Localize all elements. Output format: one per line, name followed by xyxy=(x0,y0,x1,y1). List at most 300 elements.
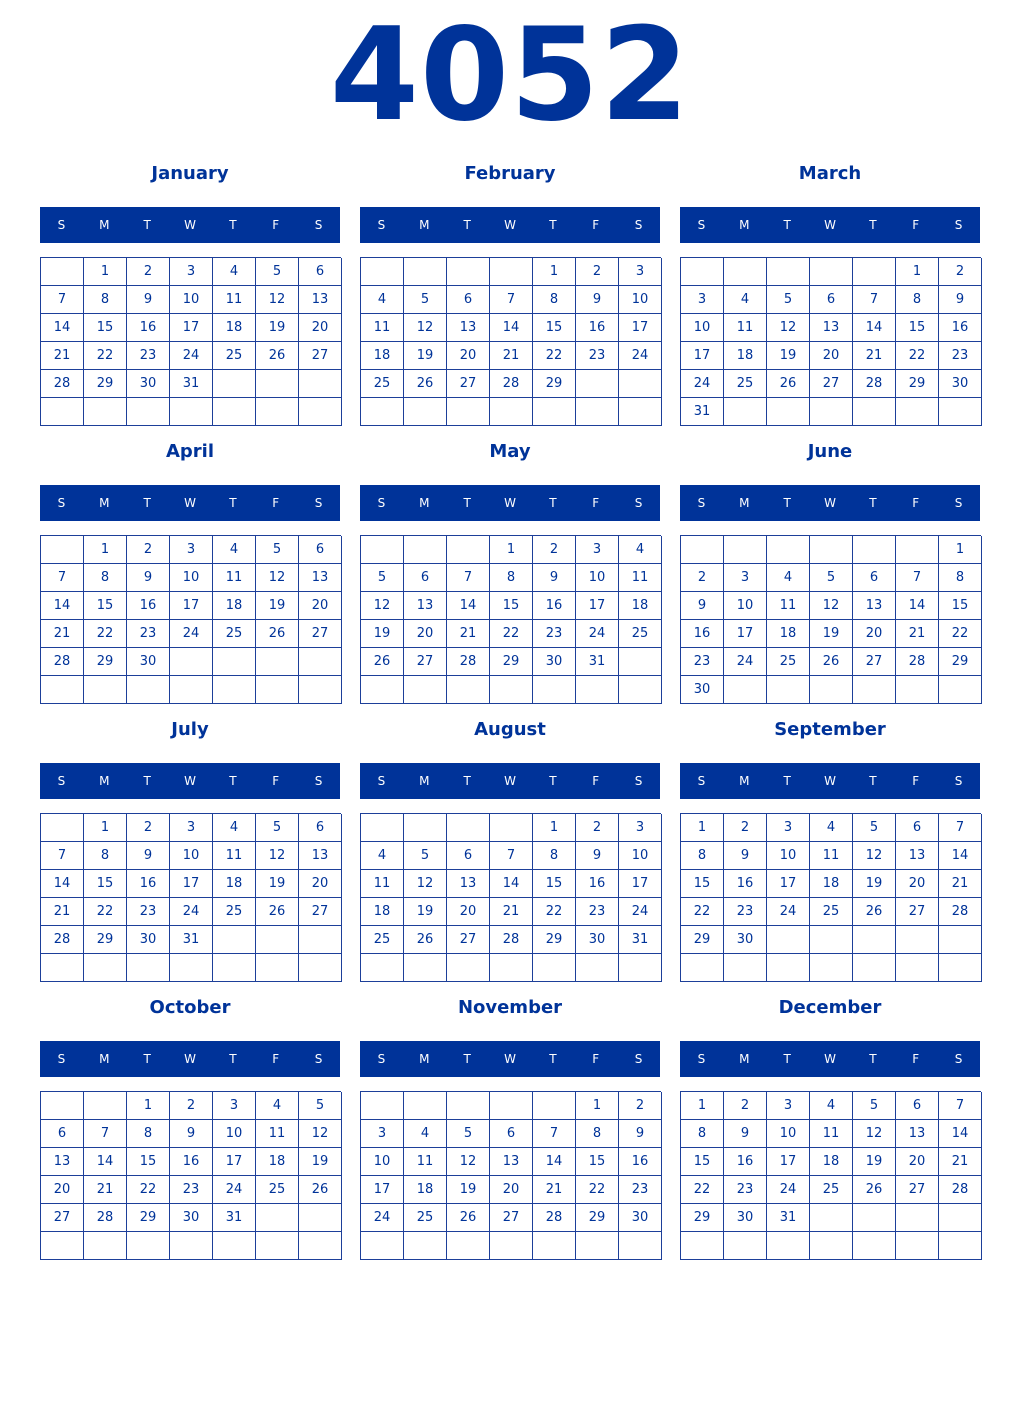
day-cell: 3 xyxy=(619,258,662,286)
month-name: January xyxy=(151,163,229,184)
weekday-label: S xyxy=(314,774,323,788)
day-cell: 4 xyxy=(213,814,256,842)
day-cell: 26 xyxy=(810,648,853,676)
day-cell: 1 xyxy=(84,814,127,842)
day-cell: 24 xyxy=(170,898,213,926)
day-cell xyxy=(810,536,853,564)
day-cell: 11 xyxy=(724,314,767,342)
day-cell xyxy=(533,398,576,426)
day-cell: 10 xyxy=(767,842,810,870)
weekday-label: T xyxy=(549,218,557,232)
day-cell xyxy=(939,926,982,954)
day-cell: 23 xyxy=(127,342,170,370)
day-grid xyxy=(680,257,981,426)
day-cell: 29 xyxy=(533,926,576,954)
day-cell: 3 xyxy=(767,814,810,842)
day-cell: 13 xyxy=(490,1148,533,1176)
day-cell xyxy=(533,676,576,704)
day-cell xyxy=(170,676,213,704)
day-cell xyxy=(256,370,299,398)
day-cell xyxy=(681,536,724,564)
day-cell: 28 xyxy=(84,1204,127,1232)
day-cell xyxy=(299,954,342,982)
day-cell: 3 xyxy=(170,814,213,842)
day-cell: 23 xyxy=(127,898,170,926)
day-cell: 9 xyxy=(127,564,170,592)
day-cell xyxy=(256,954,299,982)
day-grid xyxy=(40,813,341,982)
day-cell: 27 xyxy=(299,342,342,370)
day-cell: 9 xyxy=(681,592,724,620)
day-cell: 25 xyxy=(361,926,404,954)
weekday-label: S xyxy=(314,496,323,510)
day-cell xyxy=(404,1232,447,1260)
day-cell: 13 xyxy=(299,842,342,870)
day-cell: 22 xyxy=(84,342,127,370)
day-cell xyxy=(681,1232,724,1260)
day-cell: 6 xyxy=(896,1092,939,1120)
day-cell: 5 xyxy=(256,814,299,842)
day-cell xyxy=(767,926,810,954)
day-cell: 18 xyxy=(810,1148,853,1176)
weekday-label: T xyxy=(229,496,237,510)
day-cell: 2 xyxy=(939,258,982,286)
weekday-label: W xyxy=(504,774,516,788)
day-cell: 3 xyxy=(681,286,724,314)
weekday-header xyxy=(40,763,340,799)
day-cell: 29 xyxy=(127,1204,170,1232)
weekday-label: T xyxy=(783,774,791,788)
day-cell: 3 xyxy=(724,564,767,592)
day-cell: 24 xyxy=(681,370,724,398)
weekday-label: M xyxy=(739,218,750,232)
day-cell: 26 xyxy=(299,1176,342,1204)
day-cell: 29 xyxy=(84,926,127,954)
day-cell: 2 xyxy=(576,814,619,842)
day-cell xyxy=(404,814,447,842)
day-cell: 23 xyxy=(533,620,576,648)
day-grid xyxy=(40,535,341,704)
day-cell: 28 xyxy=(896,648,939,676)
day-cell: 13 xyxy=(299,286,342,314)
day-cell: 19 xyxy=(256,592,299,620)
day-cell: 29 xyxy=(681,1204,724,1232)
day-cell: 11 xyxy=(810,1120,853,1148)
day-cell xyxy=(896,398,939,426)
day-cell: 15 xyxy=(533,314,576,342)
day-cell: 30 xyxy=(619,1204,662,1232)
weekday-header xyxy=(680,1041,980,1077)
day-cell xyxy=(299,926,342,954)
day-cell: 10 xyxy=(681,314,724,342)
day-cell: 30 xyxy=(681,676,724,704)
day-cell xyxy=(576,676,619,704)
day-cell: 16 xyxy=(127,870,170,898)
day-cell: 3 xyxy=(213,1092,256,1120)
day-cell: 21 xyxy=(41,342,84,370)
day-cell: 28 xyxy=(41,370,84,398)
day-cell: 22 xyxy=(576,1176,619,1204)
day-cell: 10 xyxy=(767,1120,810,1148)
day-cell: 1 xyxy=(533,814,576,842)
day-cell: 12 xyxy=(767,314,810,342)
day-cell: 29 xyxy=(939,648,982,676)
day-cell: 12 xyxy=(256,564,299,592)
day-cell xyxy=(810,398,853,426)
weekday-label: F xyxy=(912,774,920,788)
day-cell: 30 xyxy=(724,1204,767,1232)
day-cell: 29 xyxy=(490,648,533,676)
day-cell: 2 xyxy=(681,564,724,592)
day-cell: 5 xyxy=(361,564,404,592)
day-cell: 3 xyxy=(361,1120,404,1148)
day-cell: 27 xyxy=(490,1204,533,1232)
day-grid xyxy=(360,257,661,426)
day-cell: 25 xyxy=(213,342,256,370)
day-cell: 18 xyxy=(213,314,256,342)
day-cell: 8 xyxy=(533,286,576,314)
day-cell xyxy=(619,398,662,426)
day-cell: 30 xyxy=(170,1204,213,1232)
weekday-label: T xyxy=(549,1052,557,1066)
day-cell xyxy=(853,926,896,954)
day-cell xyxy=(767,954,810,982)
weekday-label: S xyxy=(57,218,66,232)
day-cell: 2 xyxy=(170,1092,213,1120)
day-cell: 14 xyxy=(896,592,939,620)
day-cell: 8 xyxy=(681,1120,724,1148)
day-cell xyxy=(404,954,447,982)
day-cell: 22 xyxy=(681,898,724,926)
day-cell xyxy=(361,814,404,842)
day-cell xyxy=(810,676,853,704)
day-cell xyxy=(724,398,767,426)
day-cell: 10 xyxy=(724,592,767,620)
day-cell: 21 xyxy=(533,1176,576,1204)
day-cell: 8 xyxy=(896,286,939,314)
day-cell: 15 xyxy=(681,1148,724,1176)
day-cell: 22 xyxy=(127,1176,170,1204)
day-cell xyxy=(619,676,662,704)
day-cell: 28 xyxy=(447,648,490,676)
day-cell: 18 xyxy=(361,342,404,370)
day-cell: 6 xyxy=(299,258,342,286)
weekday-header xyxy=(680,763,980,799)
weekday-label: T xyxy=(143,218,151,232)
day-cell xyxy=(490,954,533,982)
day-cell: 15 xyxy=(681,870,724,898)
day-cell: 10 xyxy=(170,286,213,314)
day-cell: 8 xyxy=(681,842,724,870)
day-cell: 7 xyxy=(447,564,490,592)
day-cell: 3 xyxy=(576,536,619,564)
day-cell xyxy=(213,648,256,676)
weekday-label: S xyxy=(697,218,706,232)
day-cell xyxy=(533,1092,576,1120)
day-cell: 11 xyxy=(213,286,256,314)
day-cell: 25 xyxy=(404,1204,447,1232)
day-cell: 4 xyxy=(619,536,662,564)
day-cell: 20 xyxy=(404,620,447,648)
day-cell: 18 xyxy=(213,870,256,898)
day-cell xyxy=(853,676,896,704)
day-cell: 28 xyxy=(490,370,533,398)
day-cell: 6 xyxy=(41,1120,84,1148)
weekday-label: S xyxy=(314,1052,323,1066)
day-cell: 4 xyxy=(724,286,767,314)
day-cell: 25 xyxy=(361,370,404,398)
day-cell: 26 xyxy=(853,1176,896,1204)
day-cell: 20 xyxy=(299,592,342,620)
day-cell: 16 xyxy=(724,870,767,898)
weekday-label: T xyxy=(463,774,471,788)
month-name: October xyxy=(149,997,231,1018)
day-cell: 18 xyxy=(810,870,853,898)
day-cell xyxy=(939,1232,982,1260)
day-cell xyxy=(213,370,256,398)
day-cell: 13 xyxy=(896,842,939,870)
day-cell: 4 xyxy=(810,814,853,842)
day-cell: 28 xyxy=(939,1176,982,1204)
day-cell xyxy=(896,926,939,954)
day-grid xyxy=(680,1091,981,1260)
day-cell: 10 xyxy=(213,1120,256,1148)
day-cell: 31 xyxy=(170,926,213,954)
day-cell: 12 xyxy=(447,1148,490,1176)
weekday-label: W xyxy=(504,218,516,232)
day-cell: 14 xyxy=(939,842,982,870)
day-cell: 15 xyxy=(896,314,939,342)
day-cell: 14 xyxy=(490,870,533,898)
day-cell: 20 xyxy=(810,342,853,370)
day-cell: 20 xyxy=(447,342,490,370)
weekday-label: S xyxy=(634,496,643,510)
day-cell: 17 xyxy=(576,592,619,620)
day-cell xyxy=(84,954,127,982)
weekday-label: M xyxy=(419,774,430,788)
day-cell: 14 xyxy=(447,592,490,620)
day-cell: 21 xyxy=(490,342,533,370)
day-cell: 16 xyxy=(170,1148,213,1176)
day-cell: 9 xyxy=(939,286,982,314)
day-cell: 30 xyxy=(127,926,170,954)
day-cell: 4 xyxy=(404,1120,447,1148)
month-name: April xyxy=(165,441,215,462)
day-cell: 19 xyxy=(299,1148,342,1176)
day-cell: 25 xyxy=(213,898,256,926)
day-cell: 4 xyxy=(361,286,404,314)
weekday-label: T xyxy=(869,218,877,232)
day-cell: 4 xyxy=(213,536,256,564)
day-grid xyxy=(40,257,341,426)
day-cell: 30 xyxy=(533,648,576,676)
day-cell xyxy=(361,1092,404,1120)
day-cell: 2 xyxy=(576,258,619,286)
day-cell: 19 xyxy=(361,620,404,648)
day-cell: 21 xyxy=(896,620,939,648)
day-cell: 10 xyxy=(170,564,213,592)
weekday-label: W xyxy=(184,218,196,232)
day-cell: 18 xyxy=(767,620,810,648)
day-cell: 1 xyxy=(84,258,127,286)
weekday-label: T xyxy=(869,1052,877,1066)
day-cell: 20 xyxy=(853,620,896,648)
day-grid xyxy=(680,535,981,704)
day-cell xyxy=(404,258,447,286)
day-cell: 6 xyxy=(299,814,342,842)
day-cell: 9 xyxy=(170,1120,213,1148)
day-cell xyxy=(84,1092,127,1120)
month-name: May xyxy=(489,441,531,462)
day-cell: 14 xyxy=(84,1148,127,1176)
day-cell: 31 xyxy=(576,648,619,676)
day-cell: 27 xyxy=(896,898,939,926)
day-cell: 4 xyxy=(810,1092,853,1120)
month-name: December xyxy=(778,997,882,1018)
day-cell xyxy=(127,676,170,704)
day-cell: 27 xyxy=(404,648,447,676)
day-cell: 21 xyxy=(447,620,490,648)
day-cell: 11 xyxy=(361,314,404,342)
day-cell xyxy=(404,1092,447,1120)
day-cell: 9 xyxy=(724,1120,767,1148)
day-grid xyxy=(360,535,661,704)
day-cell: 8 xyxy=(533,842,576,870)
weekday-label: M xyxy=(99,496,110,510)
day-cell: 16 xyxy=(127,314,170,342)
day-cell xyxy=(447,398,490,426)
day-cell: 23 xyxy=(681,648,724,676)
day-cell xyxy=(213,676,256,704)
day-cell: 17 xyxy=(170,592,213,620)
day-cell: 23 xyxy=(576,898,619,926)
day-cell: 30 xyxy=(576,926,619,954)
day-cell: 16 xyxy=(724,1148,767,1176)
day-cell: 23 xyxy=(127,620,170,648)
day-cell: 13 xyxy=(810,314,853,342)
day-cell: 27 xyxy=(447,370,490,398)
day-cell xyxy=(447,954,490,982)
day-cell: 17 xyxy=(767,1148,810,1176)
day-cell: 15 xyxy=(127,1148,170,1176)
day-cell xyxy=(490,1232,533,1260)
day-cell: 24 xyxy=(361,1204,404,1232)
day-cell: 27 xyxy=(299,620,342,648)
day-cell xyxy=(127,398,170,426)
day-cell: 31 xyxy=(767,1204,810,1232)
day-cell: 1 xyxy=(681,1092,724,1120)
weekday-label: S xyxy=(377,218,386,232)
weekday-label: F xyxy=(592,496,600,510)
weekday-label: W xyxy=(504,496,516,510)
day-cell xyxy=(447,1092,490,1120)
day-cell: 9 xyxy=(127,842,170,870)
day-cell: 28 xyxy=(41,926,84,954)
day-cell xyxy=(41,1232,84,1260)
day-cell xyxy=(896,1204,939,1232)
day-cell: 22 xyxy=(939,620,982,648)
day-cell xyxy=(810,1232,853,1260)
day-cell: 30 xyxy=(724,926,767,954)
day-cell: 12 xyxy=(404,314,447,342)
day-cell: 15 xyxy=(533,870,576,898)
day-cell: 10 xyxy=(361,1148,404,1176)
day-cell: 26 xyxy=(256,898,299,926)
weekday-label: F xyxy=(272,774,280,788)
day-cell: 22 xyxy=(84,898,127,926)
day-cell xyxy=(299,676,342,704)
day-cell xyxy=(41,398,84,426)
weekday-label: S xyxy=(634,774,643,788)
day-cell: 5 xyxy=(810,564,853,592)
day-cell: 16 xyxy=(681,620,724,648)
day-cell: 3 xyxy=(767,1092,810,1120)
day-cell: 8 xyxy=(127,1120,170,1148)
day-cell: 17 xyxy=(361,1176,404,1204)
day-cell: 5 xyxy=(447,1120,490,1148)
day-cell xyxy=(767,398,810,426)
day-cell xyxy=(724,258,767,286)
day-cell: 27 xyxy=(299,898,342,926)
day-cell: 26 xyxy=(404,926,447,954)
day-cell: 14 xyxy=(939,1120,982,1148)
day-cell: 6 xyxy=(447,286,490,314)
weekday-label: S xyxy=(377,774,386,788)
day-cell: 22 xyxy=(490,620,533,648)
day-cell xyxy=(447,814,490,842)
day-cell: 22 xyxy=(84,620,127,648)
day-cell: 7 xyxy=(939,814,982,842)
day-cell: 11 xyxy=(404,1148,447,1176)
weekday-label: M xyxy=(419,218,430,232)
day-cell xyxy=(361,1232,404,1260)
day-cell: 25 xyxy=(767,648,810,676)
day-cell: 14 xyxy=(533,1148,576,1176)
weekday-label: F xyxy=(272,218,280,232)
day-cell: 10 xyxy=(576,564,619,592)
day-cell: 27 xyxy=(41,1204,84,1232)
day-cell: 21 xyxy=(490,898,533,926)
weekday-label: S xyxy=(954,218,963,232)
day-cell xyxy=(810,1204,853,1232)
day-cell: 11 xyxy=(810,842,853,870)
day-cell: 3 xyxy=(170,258,213,286)
weekday-label: S xyxy=(954,1052,963,1066)
day-cell: 21 xyxy=(84,1176,127,1204)
day-cell: 27 xyxy=(896,1176,939,1204)
day-cell xyxy=(299,648,342,676)
day-cell: 2 xyxy=(127,814,170,842)
day-cell: 19 xyxy=(256,870,299,898)
day-cell xyxy=(213,954,256,982)
day-cell: 9 xyxy=(576,286,619,314)
weekday-label: M xyxy=(99,1052,110,1066)
day-cell: 8 xyxy=(939,564,982,592)
day-cell xyxy=(619,1232,662,1260)
day-cell: 15 xyxy=(84,870,127,898)
weekday-header xyxy=(40,1041,340,1077)
day-cell: 17 xyxy=(619,870,662,898)
weekday-label: T xyxy=(463,1052,471,1066)
day-cell xyxy=(84,676,127,704)
day-cell: 7 xyxy=(84,1120,127,1148)
day-cell xyxy=(299,398,342,426)
day-cell: 7 xyxy=(41,564,84,592)
weekday-label: F xyxy=(592,1052,600,1066)
weekday-header xyxy=(360,763,660,799)
day-cell: 7 xyxy=(533,1120,576,1148)
day-cell: 16 xyxy=(576,870,619,898)
